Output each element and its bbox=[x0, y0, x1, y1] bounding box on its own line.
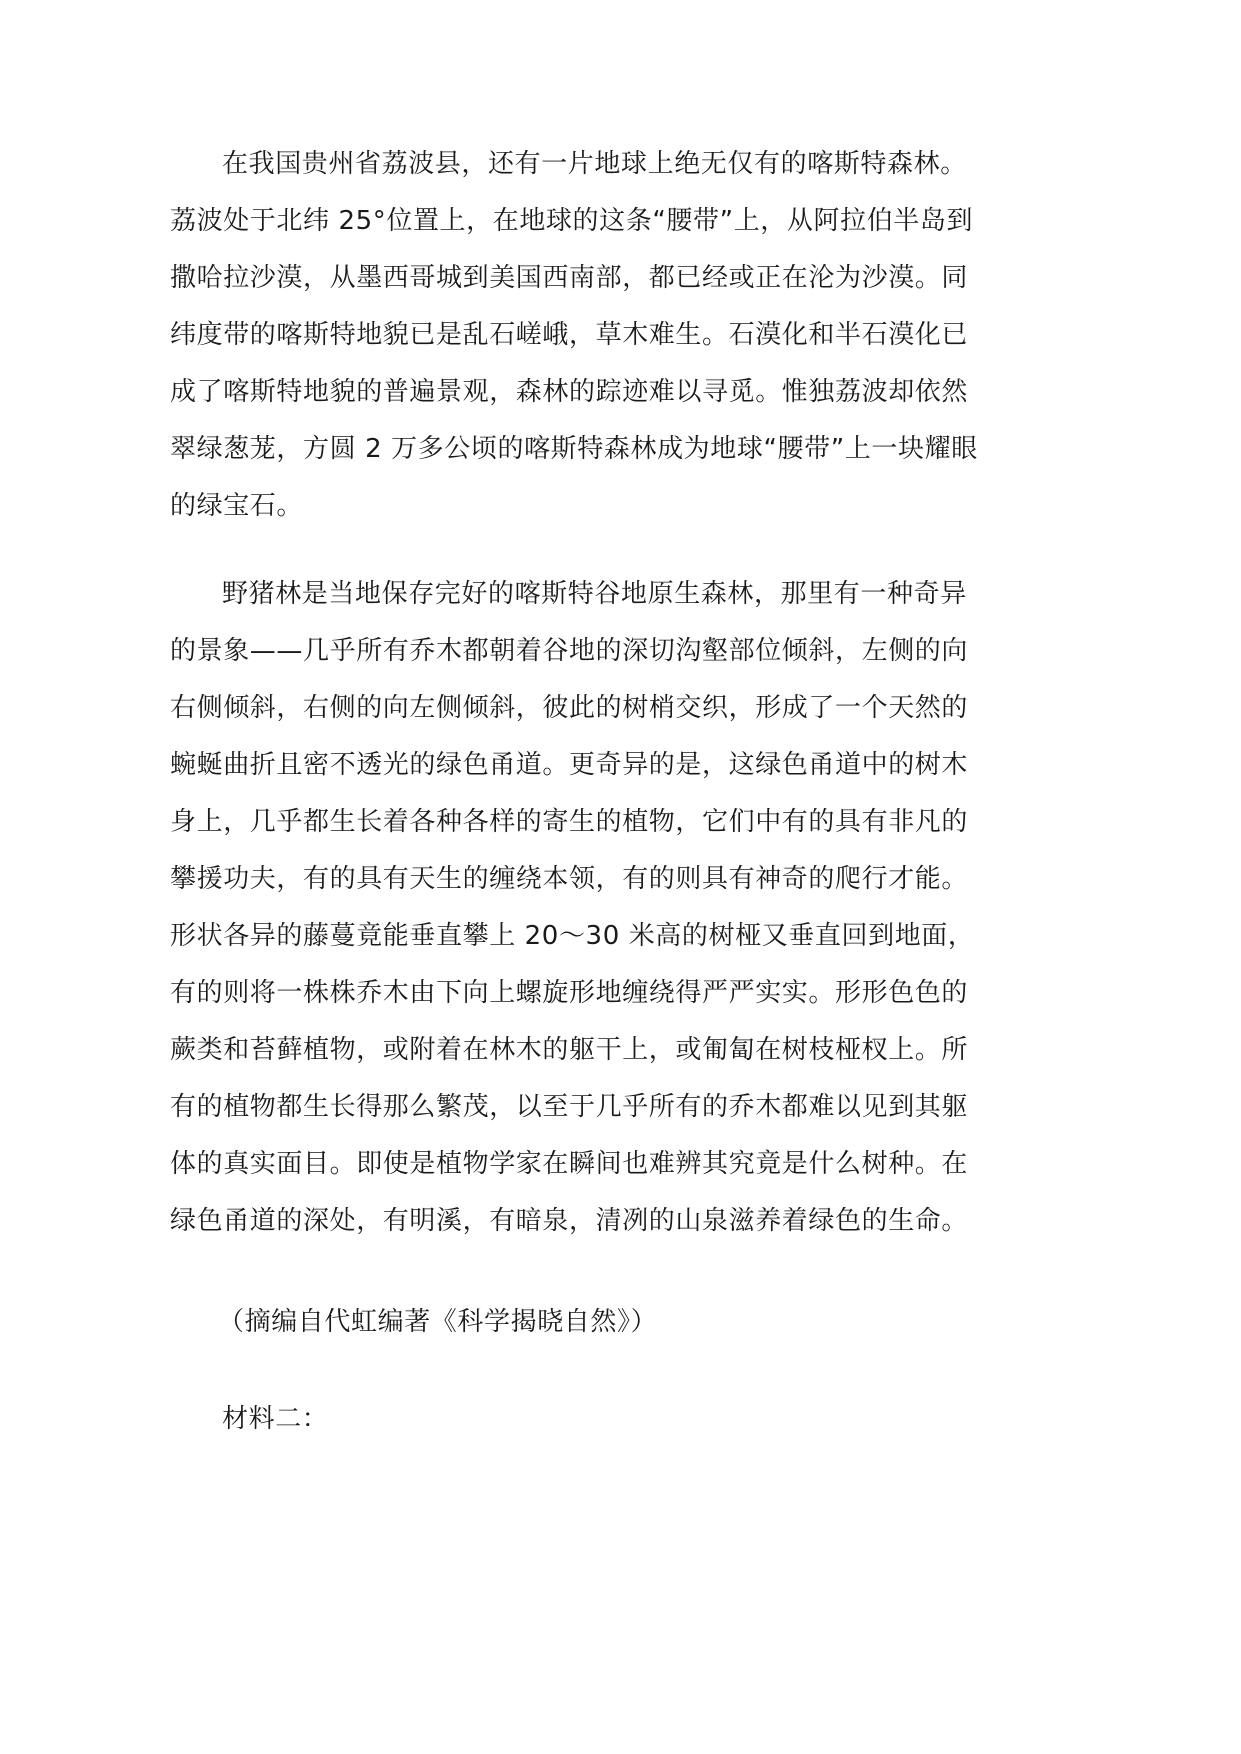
paragraph-2-line-3: 右侧倾斜，右侧的向左侧倾斜，彼此的树梢交织，形成了一个天然的 bbox=[170, 693, 969, 723]
paragraph-2-line-11: 体的真实面目。即使是植物学家在瞬间也难辨其究竟是什么树种。在 bbox=[170, 1149, 969, 1179]
paragraph-2-line-8: 有的则将一株株乔木由下向上螺旋形地缠绕得严严实实。形形色色的 bbox=[170, 978, 969, 1008]
paragraph-1-line-6: 翠绿葱茏，方圆 2 万多公顷的喀斯特森林成为地球“腰带”上一块耀眼 bbox=[170, 434, 978, 464]
paragraph-2-line-1: 野猪林是当地保存完好的喀斯特谷地原生森林，那里有一种奇异 bbox=[222, 579, 967, 609]
paragraph-2-line-12: 绿色甬道的深处，有明溪，有暗泉，清冽的山泉滋养着绿色的生命。 bbox=[170, 1206, 969, 1236]
paragraph-1-line-4: 纬度带的喀斯特地貌已是乱石嵯峨，草木难生。石漠化和半石漠化已 bbox=[170, 320, 969, 350]
citation: （摘编自代虹编著《科学揭晓自然》） bbox=[218, 1307, 658, 1337]
paragraph-2-line-2: 的景象——几乎所有乔木都朝着谷地的深切沟壑部位倾斜，左侧的向 bbox=[170, 636, 969, 666]
paragraph-1-line-1: 在我国贵州省荔波县，还有一片地球上绝无仅有的喀斯特森林。 bbox=[222, 149, 967, 179]
paragraph-2-line-9: 蕨类和苔藓植物，或附着在林木的躯干上，或匍匐在树枝桠杈上。所 bbox=[170, 1035, 969, 1065]
paragraph-2-line-7: 形状各异的藤蔓竟能垂直攀上 20～30 米高的树桠又垂直回到地面， bbox=[170, 921, 975, 951]
paragraph-1-line-7: 的绿宝石。 bbox=[170, 491, 304, 521]
paragraph-1-line-3: 撒哈拉沙漠，从墨西哥城到美国西南部，都已经或正在沦为沙漠。同 bbox=[170, 263, 969, 293]
paragraph-2-line-6: 攀援功夫，有的具有天生的缠绕本领，有的则具有神奇的爬行才能。 bbox=[170, 864, 969, 894]
paragraph-1-line-5: 成了喀斯特地貌的普遍景观，森林的踪迹难以寻觅。惟独荔波却依然 bbox=[170, 377, 969, 407]
paragraph-2-line-5: 身上，几乎都生长着各种各样的寄生的植物，它们中有的具有非凡的 bbox=[170, 807, 969, 837]
paragraph-2-line-4: 蜿蜒曲折且密不透光的绿色甬道。更奇异的是，这绿色甬道中的树木 bbox=[170, 750, 969, 780]
paragraph-1-line-2: 荔波处于北纬 25°位置上，在地球的这条“腰带”上，从阿拉伯半岛到 bbox=[170, 206, 974, 236]
paragraph-2-line-10: 有的植物都生长得那么繁茂，以至于几乎所有的乔木都难以见到其躯 bbox=[170, 1092, 969, 1122]
material-label: 材料二： bbox=[222, 1404, 329, 1434]
